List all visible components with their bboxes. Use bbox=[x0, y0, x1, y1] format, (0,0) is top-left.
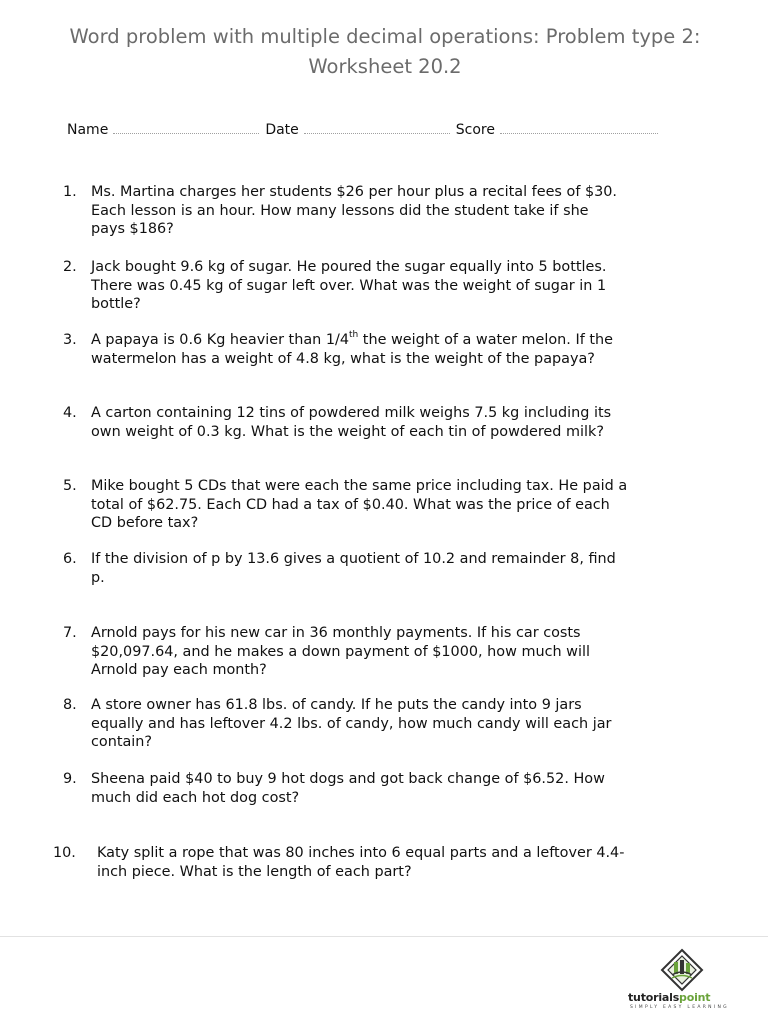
name-blank[interactable] bbox=[113, 121, 259, 134]
score-label: Score bbox=[455, 122, 495, 138]
problem-line: own weight of 0.3 kg. What is the weight of each tin of powdered milk? bbox=[91, 423, 604, 440]
problem-line: If the division of p by 13.6 gives a quotient of 10.2 and remainder 8, find bbox=[91, 551, 616, 567]
problem-number: 3. bbox=[63, 332, 77, 348]
ordinal-superscript: th bbox=[349, 330, 359, 341]
problem-line: bottle? bbox=[91, 296, 141, 313]
student-info-row bbox=[67, 121, 687, 139]
title-line-1: Word problem with multiple decimal operations: Problem type 2: bbox=[69, 25, 701, 48]
problem-text bbox=[91, 258, 671, 314]
problem-text bbox=[91, 624, 671, 680]
problem-number: 5. bbox=[63, 478, 77, 494]
problem-text bbox=[91, 404, 671, 441]
problem-text bbox=[91, 696, 671, 752]
logo-wordmark-part1: tutorials bbox=[628, 991, 680, 1004]
problem-line: $20,097.64, and he makes a down payment of $1000, how much will bbox=[91, 643, 590, 660]
problem-text bbox=[91, 477, 671, 533]
problem-text bbox=[91, 183, 671, 239]
problem-line: Mike bought 5 CDs that were each the same price including tax. He paid a bbox=[91, 478, 628, 494]
problem-line: There was 0.45 kg of sugar left over. What was the weight of sugar in 1 bbox=[91, 277, 607, 294]
score-blank[interactable] bbox=[500, 121, 658, 134]
problem-text bbox=[91, 331, 671, 368]
problem-number: 7. bbox=[63, 625, 77, 641]
problem-number: 9. bbox=[63, 771, 77, 787]
logo-wordmark-part2: point bbox=[679, 991, 711, 1004]
problem-line: inch piece. What is the length of each part? bbox=[97, 863, 412, 880]
title-line-2: Worksheet 20.2 bbox=[308, 55, 462, 78]
footer-divider bbox=[0, 936, 768, 937]
logo-tagline: SIMPLY EASY LEARNING bbox=[630, 1005, 729, 1010]
problem-line: much did each hot dog cost? bbox=[91, 789, 300, 806]
problem-line: Arnold pay each month? bbox=[91, 662, 267, 679]
date-label: Date bbox=[265, 122, 299, 138]
problem-line: A carton containing 12 tins of powdered milk weighs 7.5 kg including its bbox=[91, 405, 612, 421]
problem-line: Katy split a rope that was 80 inches into 6 equal parts and a leftover 4.4- bbox=[97, 845, 625, 861]
problem-line-end: the weight of a water melon. If the bbox=[358, 332, 613, 348]
problem-number: 4. bbox=[63, 405, 77, 421]
problem-number: 6. bbox=[63, 551, 77, 567]
problem-line: CD before tax? bbox=[91, 515, 199, 532]
problem-number: 10. bbox=[53, 845, 76, 861]
problem-line: Jack bought 9.6 kg of sugar. He poured the sugar equally into 5 bottles. bbox=[91, 259, 607, 275]
worksheet-title bbox=[60, 22, 710, 82]
problem-line: Each lesson is an hour. How many lessons did the student take if she bbox=[91, 202, 589, 219]
date-blank[interactable] bbox=[304, 121, 450, 134]
problem-number: 1. bbox=[63, 184, 77, 200]
problem-line-start: A papaya is 0.6 Kg heavier than 1/4 bbox=[91, 332, 349, 348]
problem-line bbox=[91, 331, 671, 350]
problem-line: p. bbox=[91, 569, 105, 586]
problem-line: watermelon has a weight of 4.8 kg, what is the weight of the papaya? bbox=[91, 350, 595, 367]
problem-number: 2. bbox=[63, 259, 77, 275]
problem-line: equally and has leftover 4.2 lbs. of candy, how much candy will each jar bbox=[91, 715, 612, 732]
name-label: Name bbox=[67, 122, 109, 138]
problem-line: contain? bbox=[91, 734, 153, 751]
logo-wordmark bbox=[628, 991, 738, 1004]
problem-line: Ms. Martina charges her students $26 per hour plus a recital fees of $30. bbox=[91, 184, 617, 200]
problem-line: Sheena paid $40 to buy 9 hot dogs and got back change of $6.52. How bbox=[91, 771, 605, 787]
problem-text bbox=[91, 550, 671, 587]
problem-line: A store owner has 61.8 lbs. of candy. If he puts the candy into 9 jars bbox=[91, 697, 582, 713]
problem-line: Arnold pays for his new car in 36 monthly payments. If his car costs bbox=[91, 625, 581, 641]
problem-line: total of $62.75. Each CD had a tax of $0.40. What was the price of each bbox=[91, 496, 610, 513]
problem-text bbox=[91, 770, 671, 807]
problem-text bbox=[97, 844, 673, 881]
problem-line: pays $186? bbox=[91, 221, 174, 238]
problem-number: 8. bbox=[63, 697, 77, 713]
